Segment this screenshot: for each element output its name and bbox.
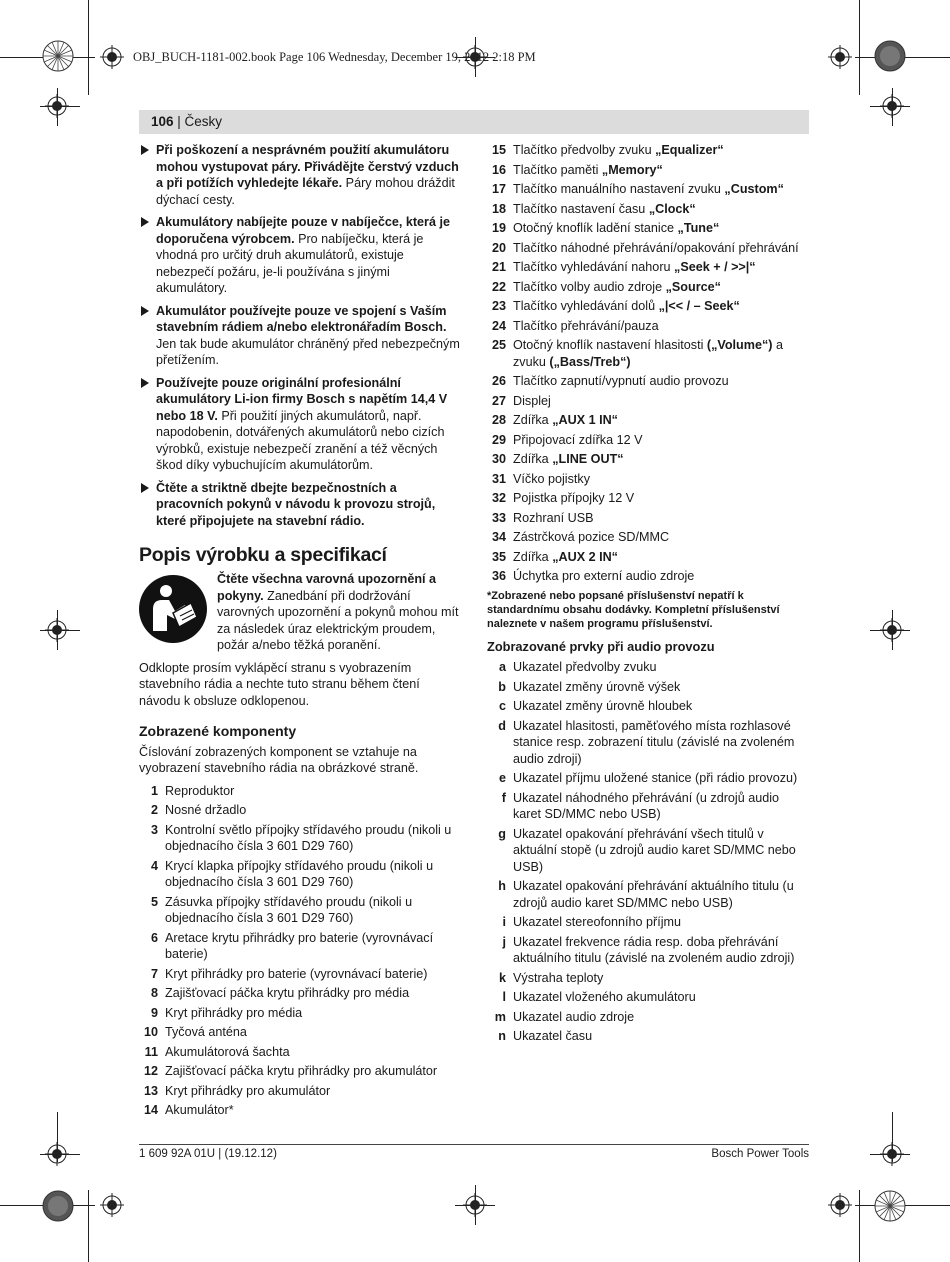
fold-out-instruction: Odklopte prosím vyklápěcí stranu s vyobrazením stavebního rádia a nechte tuto stranu během čtení návodu k obsluze odklopenou. <box>139 660 420 708</box>
item-number: 20 <box>491 240 506 255</box>
item-number: b <box>498 679 506 694</box>
bullet-triangle-icon <box>141 483 149 493</box>
item-bold-label: „Seek + / >>|“ <box>674 260 756 274</box>
list-item <box>487 989 809 1006</box>
item-bold-label: „Equalizer“ <box>655 143 724 157</box>
item-text: Reproduktor <box>165 783 235 798</box>
item-text: Tlačítko paměti <box>513 162 602 177</box>
list-item <box>487 529 809 546</box>
item-number: 28 <box>491 413 506 427</box>
list-item <box>487 770 809 787</box>
item-text: Tlačítko přehrávání/pauza <box>513 318 659 333</box>
warning-bold-text: Čtěte a striktně dbejte bezpečnostních a pracovních pokynů v návodu k provozu strojů, které připojujete na stavební rádio. <box>156 480 436 528</box>
item-number: 29 <box>491 432 506 447</box>
item-text: Ukazatel opakování přehrávání aktuálního titulu (u zdrojů audio karet SD/MMC nebo USB) <box>513 879 794 910</box>
crosshair-target-icon <box>880 618 904 642</box>
safety-note <box>139 571 463 654</box>
item-text: Kryt přihrádky pro média <box>165 1005 303 1020</box>
list-item <box>487 698 809 715</box>
item-number: c <box>498 699 506 713</box>
item-text: Kryt přihrádky pro akumulátor <box>165 1083 331 1098</box>
crosshair-target-icon <box>45 618 69 642</box>
page-language: Česky <box>184 114 223 129</box>
item-text: Tyčová anténa <box>165 1025 247 1039</box>
list-item <box>487 718 809 768</box>
item-text: Tlačítko vyhledávání nahoru <box>513 260 675 274</box>
item-number: 15 <box>491 143 506 157</box>
list-item <box>487 549 809 566</box>
list-item <box>487 142 809 159</box>
warning-text: Pro nabíječku, která je vhodná pro určitý druh akumulátorů, existuje nebezpečí požáru, je-li používána s jinými akumulátory. <box>156 231 424 295</box>
item-number: 25 <box>491 338 506 352</box>
item-number: m <box>494 1009 506 1024</box>
item-number: 12 <box>143 1064 158 1078</box>
item-text: Ukazatel náhodného přehrávání (u zdrojů audio karet SD/MMC nebo USB) <box>513 790 780 821</box>
crosshair-target-icon <box>45 1142 69 1166</box>
item-bold-label: „Tune“ <box>677 221 720 235</box>
item-bold-label: („Bass/Treb“) <box>549 354 631 369</box>
list-item <box>487 490 809 507</box>
item-text: Tlačítko náhodné přehrávání/opakování přehrávání <box>513 240 799 255</box>
accessory-note: *Zobrazené nebo popsané příslušenství nepatří k standardnímu obsahu dodávky. Kompletní příslušenství naleznete v našem programu příslušenství. <box>487 589 780 630</box>
item-text: Zajišťovací páčka krytu přihrádky pro média <box>165 986 410 1000</box>
warning-text: Páry mohou dráždit dýchací cesty. <box>156 176 455 207</box>
warning-bold-text: Akumulátor používejte pouze ve spojení s Vaším stavebním rádiem a/nebo elektronářadím Bosch. <box>156 303 447 334</box>
item-number: 2 <box>150 803 158 817</box>
item-number: e <box>498 771 506 785</box>
item-text: Víčko pojistky <box>513 471 590 486</box>
list-item <box>487 432 809 449</box>
list-item <box>487 679 809 696</box>
list-item <box>139 930 463 963</box>
item-text: Ukazatel hlasitosti, paměťového místa rozhlasové stanice resp. zobrazení titulu (závislé na zvoleném audio zdroji) <box>513 718 795 766</box>
item-text: Akumulátor* <box>165 1103 234 1117</box>
list-item <box>487 279 809 296</box>
item-number: h <box>498 879 506 893</box>
item-bold-label: „|<< / – Seek“ <box>658 299 740 313</box>
item-number: 5 <box>150 894 158 909</box>
item-number: 31 <box>491 471 506 486</box>
item-text: Tlačítko nastavení času <box>513 201 649 216</box>
list-item <box>139 1024 463 1041</box>
item-number: 11 <box>144 1044 158 1059</box>
crosshair-target-icon <box>463 1193 487 1217</box>
list-item <box>139 1083 463 1100</box>
registration-mark-icon <box>42 40 74 72</box>
item-text: Otočný knoflík ladění stanice <box>513 221 678 235</box>
page-number: 106 <box>151 114 174 129</box>
crosshair-target-icon <box>828 1193 852 1217</box>
registration-mark-icon <box>874 40 906 72</box>
item-number: 6 <box>150 930 158 945</box>
list-item <box>139 894 463 927</box>
item-text: Zásuvka přípojky střídavého proudu (nikoli u objednacího čísla 3 601 D29 760) <box>165 894 413 925</box>
list-item <box>487 298 809 315</box>
list-item <box>487 790 809 823</box>
list-item <box>139 822 463 855</box>
item-number: k <box>498 970 506 985</box>
item-number: 17 <box>491 182 506 196</box>
crosshair-target-icon <box>880 1142 904 1166</box>
item-text: Tlačítko volby audio zdroje <box>513 279 666 294</box>
list-item <box>487 373 809 390</box>
item-text: Ukazatel času <box>513 1029 593 1043</box>
safety-note-bold: Čtěte všechna varovná upozornění a pokyny. <box>217 572 437 603</box>
item-number: 1 <box>150 783 158 798</box>
components-list-right <box>487 142 809 585</box>
footer-document-number: 1 609 92A 01U | (19.12.12) <box>139 1148 277 1160</box>
item-text: Ukazatel audio zdroje <box>513 1009 635 1024</box>
item-bold-label: „AUX 1 IN“ <box>552 413 618 427</box>
list-item <box>487 914 809 931</box>
item-number: 16 <box>491 162 506 177</box>
warning-bold-text: Při poškození a nesprávném použití akumulátoru mohou vystupovat páry. Přivádějte čerstvý vzduch a při potížích vyhledejte lékaře. <box>156 143 459 190</box>
list-item <box>487 220 809 237</box>
item-number: 7 <box>150 966 158 981</box>
item-number: f <box>501 790 506 805</box>
item-number: n <box>498 1029 506 1043</box>
list-item <box>139 783 463 800</box>
item-text: Krycí klapka přípojky střídavého proudu (nikoli u objednacího čísla 3 601 D29 760) <box>165 858 434 889</box>
item-number: 23 <box>491 299 506 313</box>
audio-display-list <box>487 659 809 1045</box>
print-info-line: OBJ_BUCH-1181-002.book Page 106 Wednesday, December 19, 2012 2:18 PM <box>133 50 536 64</box>
crosshair-target-icon <box>100 1193 124 1217</box>
crosshair-target-icon <box>880 94 904 118</box>
list-item <box>487 393 809 410</box>
list-item <box>487 826 809 876</box>
item-number: 36 <box>491 569 506 583</box>
item-text: Ukazatel frekvence rádia resp. doba přehrávání aktuálního titulu (závislé na zvoleném audio zdroji) <box>513 934 795 965</box>
read-manual-icon <box>139 575 207 643</box>
warning-bold-text: Akumulátory nabíjejte pouze v nabíječce, která je doporučena výrobcem. <box>156 215 450 246</box>
item-bold-label: „Clock“ <box>648 201 696 216</box>
item-number: j <box>502 934 506 949</box>
item-text: Zdířka <box>513 549 553 564</box>
item-number: 27 <box>491 393 506 408</box>
warning-item <box>139 303 463 369</box>
item-text: Aretace krytu přihrádky pro baterie (vyrovnávací baterie) <box>165 930 434 961</box>
list-item <box>487 1009 809 1026</box>
item-text: Ukazatel vloženého akumulátoru <box>513 990 696 1004</box>
components-intro: Číslování zobrazených komponent se vztahuje na vyobrazení stavebního rádia na obrázkové straně. <box>139 744 419 775</box>
list-item <box>487 878 809 911</box>
item-number: 18 <box>491 201 506 216</box>
item-bold-label: „AUX 2 IN“ <box>552 549 618 564</box>
list-item <box>487 568 809 585</box>
item-bold-label: „Source“ <box>665 279 721 294</box>
item-text: Zajišťovací páčka krytu přihrádky pro akumulátor <box>165 1064 438 1078</box>
item-number: 9 <box>150 1005 158 1020</box>
footer-rule <box>139 1144 809 1145</box>
registration-mark-icon <box>874 1190 906 1222</box>
registration-mark-icon <box>42 1190 74 1222</box>
item-text: Ukazatel změny úrovně hloubek <box>513 699 693 713</box>
item-number: 26 <box>491 374 506 388</box>
bullet-triangle-icon <box>141 306 149 316</box>
item-text: Tlačítko vyhledávání dolů <box>513 299 659 313</box>
item-text: Otočný knoflík nastavení hlasitosti <box>513 338 707 352</box>
list-item <box>487 337 809 370</box>
safety-note-text <box>217 571 463 654</box>
item-number: 8 <box>150 986 158 1000</box>
item-number: l <box>502 990 506 1004</box>
list-item <box>139 802 463 819</box>
list-item <box>139 985 463 1002</box>
item-text: Tlačítko předvolby zvuku <box>513 143 656 157</box>
item-number: a <box>498 660 506 674</box>
item-bold-label: „Memory“ <box>601 162 663 177</box>
item-text: Úchytka pro externí audio zdroje <box>513 569 695 583</box>
item-text: Pojistka přípojky 12 V <box>513 491 635 505</box>
bullet-triangle-icon <box>141 217 149 227</box>
warning-item <box>139 214 463 297</box>
list-item <box>139 1102 463 1119</box>
warning-item <box>139 480 463 530</box>
list-item <box>487 259 809 276</box>
item-text: Ukazatel opakování přehrávání všech titulů v aktuální stopě (u zdrojů audio karet SD/MMC nebo USB) <box>513 826 796 874</box>
bullet-triangle-icon <box>141 378 149 388</box>
list-item <box>487 162 809 179</box>
warning-bold-text: Používejte pouze originální profesionální akumulátory Li-ion firmy Bosch s napětím 14,4 V nebo 18 V. <box>156 375 448 423</box>
crosshair-target-icon <box>100 45 124 69</box>
list-item <box>139 858 463 891</box>
safety-note-body: Zanedbání při dodržování varovných upozornění a pokynů mohou mít za následek úraz elektrickým proudem, požár a/nebo těžká poranění. <box>217 588 459 652</box>
list-item <box>487 412 809 429</box>
item-text: Tlačítko manuálního nastavení zvuku <box>513 182 725 196</box>
item-number: g <box>498 826 506 841</box>
warning-item <box>139 142 463 208</box>
list-item <box>487 451 809 468</box>
list-item <box>487 201 809 218</box>
list-item <box>487 318 809 335</box>
warning-text: Při použití jiných akumulátorů, např. napodobenin, dotvářených akumulátorů nebo cizích výrobků, existuje nebezpečí zranění a též věcných škod díky vybuchujícím akumulátorům. <box>156 408 445 472</box>
item-number: 19 <box>491 221 506 235</box>
item-number: d <box>498 718 506 733</box>
list-item <box>487 970 809 987</box>
item-text: Kontrolní světlo přípojky střídavého proudu (nikoli u objednacího čísla 3 601 D29 760) <box>165 822 452 853</box>
item-bold-label: „Custom“ <box>724 182 784 196</box>
item-text: Kryt přihrádky pro baterie (vyrovnávací baterie) <box>165 966 428 981</box>
item-text: Displej <box>513 393 551 408</box>
audio-display-heading: Zobrazované prvky při audio provozu <box>487 638 715 654</box>
item-bold-label: („Volume“) <box>706 338 773 352</box>
item-number: 35 <box>491 549 506 564</box>
item-number: 4 <box>150 858 158 873</box>
item-number: 3 <box>150 822 158 837</box>
list-item <box>487 181 809 198</box>
item-text: Nosné držadlo <box>165 803 247 817</box>
left-column <box>139 142 463 1122</box>
list-item <box>139 1044 463 1061</box>
item-text: Tlačítko zapnutí/vypnutí audio provozu <box>513 374 729 388</box>
item-number: 30 <box>491 452 506 466</box>
list-item <box>487 240 809 257</box>
item-number: 22 <box>491 279 506 294</box>
item-number: 14 <box>143 1103 158 1117</box>
components-heading: Zobrazené komponenty <box>139 723 297 739</box>
crosshair-target-icon <box>45 94 69 118</box>
item-text: Ukazatel předvolby zvuku <box>513 660 657 674</box>
item-number: 32 <box>491 491 506 505</box>
item-text: a zvuku <box>513 338 783 369</box>
list-item <box>487 934 809 967</box>
section-title: Popis výrobku a specifikací <box>139 544 387 566</box>
item-text: Ukazatel příjmu uložené stanice (při rádio provozu) <box>513 771 798 785</box>
list-item <box>139 1005 463 1022</box>
item-text: Akumulátorová šachta <box>165 1044 290 1059</box>
item-number: 24 <box>491 318 506 333</box>
list-item <box>487 1028 809 1045</box>
item-text: Zdířka <box>513 413 553 427</box>
warning-item <box>139 375 463 474</box>
item-text: Zdířka <box>513 452 553 466</box>
warning-text: Jen tak bude akumulátor chráněný před nebezpečným přetížením. <box>156 336 460 367</box>
item-number: 13 <box>143 1083 158 1098</box>
list-item <box>139 966 463 983</box>
page-header <box>139 110 809 134</box>
item-number: 21 <box>491 260 506 274</box>
item-text: Ukazatel stereofonního příjmu <box>513 915 682 929</box>
list-item <box>487 510 809 527</box>
item-text: Rozhraní USB <box>513 510 594 525</box>
list-item <box>139 1063 463 1080</box>
page-header-label: 106 | Česky <box>151 114 223 129</box>
bullet-triangle-icon <box>141 145 149 155</box>
item-number: 33 <box>491 510 506 525</box>
item-number: i <box>502 915 506 929</box>
item-text: Zástrčková pozice SD/MMC <box>513 530 670 544</box>
list-item <box>487 659 809 676</box>
components-list-left <box>139 783 463 1119</box>
item-text: Připojovací zdířka 12 V <box>513 432 643 447</box>
item-text: Ukazatel změny úrovně výšek <box>513 679 681 694</box>
list-item <box>487 471 809 488</box>
item-bold-label: „LINE OUT“ <box>552 452 624 466</box>
item-text: Výstraha teploty <box>513 970 604 985</box>
footer-brand: Bosch Power Tools <box>711 1148 809 1160</box>
crosshair-target-icon <box>828 45 852 69</box>
right-column <box>487 142 809 1048</box>
item-number: 34 <box>491 530 506 544</box>
item-number: 10 <box>143 1025 158 1039</box>
